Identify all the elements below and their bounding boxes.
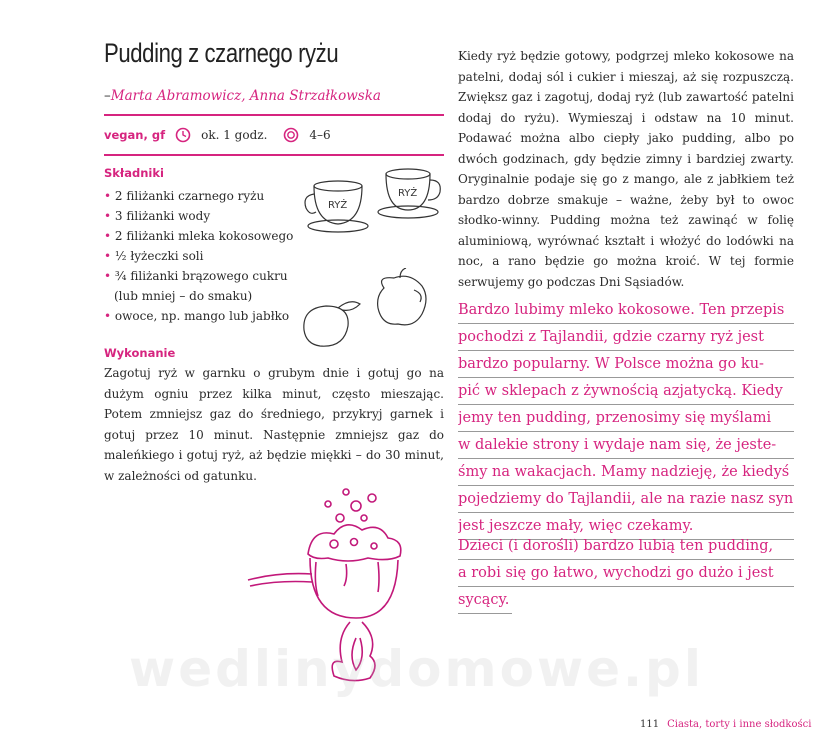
- page-number: 111: [640, 719, 660, 730]
- divider-top: [104, 114, 444, 116]
- quote-line: sycący.: [458, 587, 512, 614]
- section-name: Ciasta, torty i inne słodkości: [667, 719, 812, 730]
- ingredient-item: • 3 filiżanki wody: [104, 206, 293, 226]
- diet-tags: vegan, gf: [104, 128, 166, 142]
- method-text: Zagotuj ryż w garnku o grubym dnie i gotuj go na dużym ogniu przez kilka minut, często mieszając. Potem zmniejsz gaz do średniego, przykryj garnek i gotuj przez 10 minut. Następnie zmniejsz gaz do maleńkiego i gotuj ryż, aż będzie miękki – do 30 minut, w zależności od gatunku.: [104, 366, 444, 483]
- authors-names: Marta Abramowicz, Anna Strzałkowska: [110, 88, 381, 104]
- ingredients-list: [104, 186, 293, 326]
- quote-line: jemy ten pudding, przenosimy się myślami: [458, 405, 794, 432]
- plate-icon: [283, 127, 299, 143]
- servings: 4–6: [309, 128, 331, 142]
- quote-line: bardzo popularny. W Polsce można go ku-: [458, 351, 794, 378]
- ingredient-item: • ¾ filiżanki brązowego cukru: [104, 266, 293, 286]
- ingredient-item: • ½ łyżeczki soli: [104, 246, 293, 266]
- fruit-illustration: [298, 268, 444, 358]
- instructions-continued: Kiedy ryż będzie gotowy, podgrzej mleko kokosowe na patelni, dodaj sól i cukier i mieszaj, aż się rozpuszczą. Zwiększ gaz i zagotuj, dodaj ryż (lub zawartość patelni dodaj do ryżu). Wymieszaj i odstaw na 10 minut. Podawać można albo ciepły jako pudding, albo po dwóch godzinach, gdy będzie zimny i bardziej zwarty. Oryginalnie podaje się go z mango, ale z jabłkiem też bardzo dobrze smakuje – ważne, żeby był to owoc słodko-winny. Pudding można też zawinąć w folię aluminiową, wyrównać kształt i włożyć do lodówki na noc, a rano będzie go można kroić. W tej formie serwujemy go podczas Dni Sąsiadów.: [458, 49, 794, 289]
- authors-dash: –: [104, 88, 111, 104]
- cup-left-label: RYŻ: [328, 200, 348, 211]
- clock-icon: [175, 127, 191, 143]
- quote-line: pojedziemy do Tajlandii, ale na razie nasz syn: [458, 486, 794, 513]
- cup-right-label: RYŻ: [398, 188, 418, 199]
- method-heading: Wykonanie: [104, 346, 176, 360]
- quote-line: Dzieci (i dorośli) bardzo lubią ten pudding,: [458, 533, 794, 560]
- quote-block-1: [458, 297, 794, 540]
- page-title: Pudding z czarnego ryżu: [104, 38, 339, 68]
- watermark: wedlinydomowe.pl: [129, 640, 704, 698]
- ingredient-item: • owoce, np. mango lub jabłko: [104, 306, 293, 326]
- quote-line: jest jeszcze mały, więc czekamy.: [458, 513, 794, 540]
- prep-time: ok. 1 godz.: [201, 128, 268, 142]
- ingredient-item: • 2 filiżanki czarnego ryżu: [104, 186, 293, 206]
- quote-line: w dalekie strony i wydaje nam się, że jeste-: [458, 432, 794, 459]
- ingredient-item-continuation: (lub mniej – do smaku): [114, 289, 253, 303]
- quote-line: a robi się go łatwo, wychodzi go dużo i jest: [458, 560, 794, 587]
- ingredient-item: • 2 filiżanki mleka kokosowego: [104, 226, 293, 246]
- recipe-meta: [104, 127, 331, 143]
- ingredients-heading: Składniki: [104, 166, 164, 180]
- quote-line: Bardzo lubimy mleko kokosowe. Ten przepis: [458, 297, 794, 324]
- authors: [104, 88, 381, 104]
- quote-block-2: [458, 533, 794, 614]
- quote-line: pochodzi z Tajlandii, gdzie czarny ryż jest: [458, 324, 794, 351]
- cups-illustration: [300, 160, 445, 240]
- quote-line: pić w sklepach z żywnością azjatycką. Kiedy: [458, 378, 794, 405]
- quote-line: śmy na wakacjach. Mamy nadzieję, że kiedyś: [458, 459, 794, 486]
- page-footer: [640, 719, 811, 730]
- divider-meta: [104, 154, 444, 156]
